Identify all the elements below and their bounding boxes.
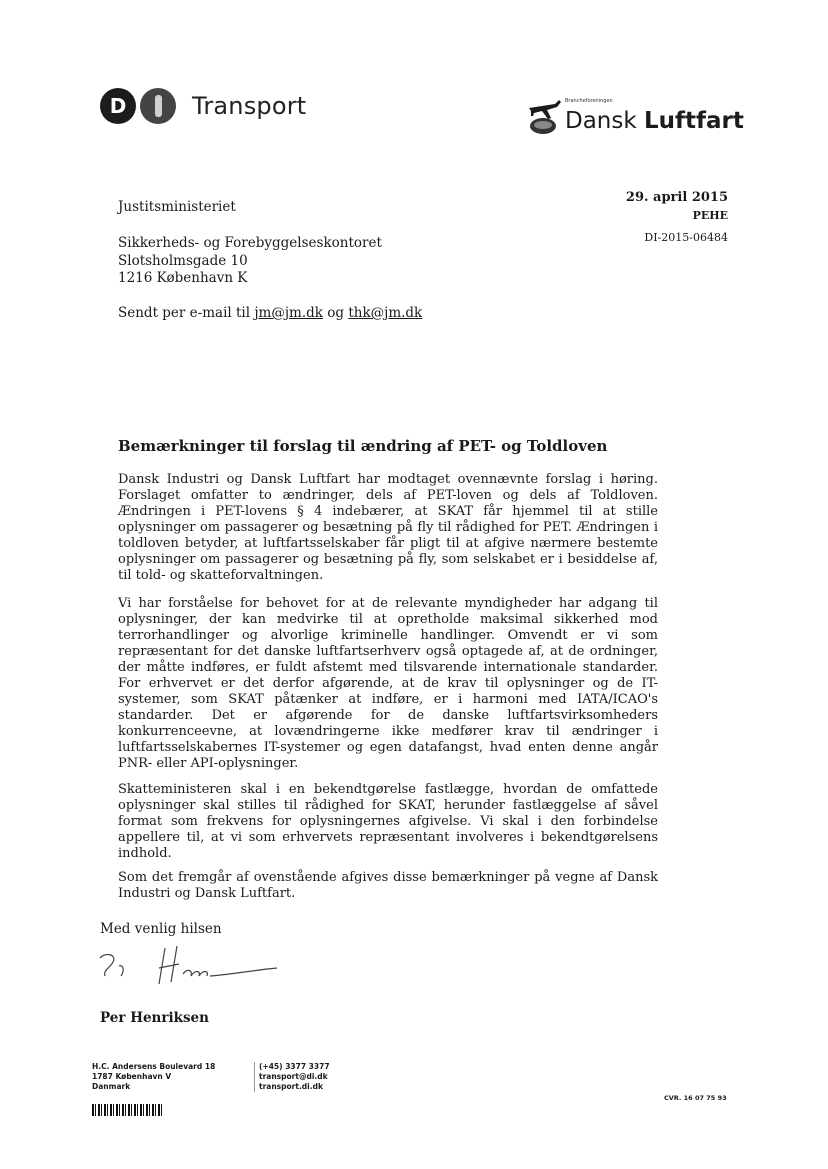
sent-line xyxy=(118,305,422,323)
letter-initials: PEHE xyxy=(692,209,728,222)
sent-prefix: Sendt per e-mail til xyxy=(118,305,251,321)
dansk-luftfart-logo xyxy=(525,92,744,140)
dansk-luftfart-wordmark xyxy=(565,108,744,134)
wordmark-regular: Dansk xyxy=(565,108,637,134)
footer-email[interactable]: transport@di.dk xyxy=(259,1072,328,1081)
letter-subject: Bemærkninger til forslag til ændring af PET- og Toldloven xyxy=(118,437,608,455)
footer-cvr: CVR. 16 07 75 93 xyxy=(664,1094,727,1102)
sent-joiner: og xyxy=(327,305,345,321)
airplane-globe-icon xyxy=(525,92,563,138)
recipient-address xyxy=(118,235,382,288)
letter-reference: DI-2015-06484 xyxy=(644,231,728,244)
signer-name: Per Henriksen xyxy=(100,1010,209,1026)
footer-city: 1787 København V xyxy=(92,1072,172,1081)
wordmark-bold: Luftfart xyxy=(644,108,744,134)
barcode xyxy=(92,1104,162,1116)
letter-date: 29. april 2015 xyxy=(625,190,728,205)
footer-web[interactable]: transport.di.dk xyxy=(259,1082,323,1091)
paragraph-1: Dansk Industri og Dansk Luftfart har modtaget ovennævnte forslag i høring. Forslaget omfatter to ændringer, dels af PET-loven og dels af Toldloven. Ændringen i PET-lovens § 4 indebærer, at SKAT får hjemmel til at stille oplysninger om passagerer og besætning på fly til rådighed for PET. Ændringen i toldloven betyder, at luftfartsselskaber får pligt til at afgive nærmere bestemte oplysninger om passagerer og besætning på fly, som selskabet er i besiddelse af, til told- og skatteforvaltningen. xyxy=(118,472,658,583)
footer-contact xyxy=(254,1062,330,1092)
recipient-ministry: Justitsministeriet xyxy=(118,199,236,215)
paragraph-3: Skatteministeren skal i en bekendtgørelse fastlægge, hvordan de omfattede oplysninger skal stilles til rådighed for SKAT, herunder fastlæggelse af såvel format som frekvens for oplysningernes afgivelse. Vi skal i den forbindelse appellere til, at vi som erhvervets repræsentant involveres i bekendtgørelsens indhold. xyxy=(118,782,658,861)
letter-meta xyxy=(560,190,728,244)
di-transport-logo xyxy=(100,86,306,126)
recipient-office: Sikkerheds- og Forebyggelseskontoret xyxy=(118,235,382,251)
paragraph-2: Vi har forståelse for behovet for at de relevante myndigheder har adgang til oplysninger, der kan medvirke til at opretholde maksimal sikkerhed mod terrorhandlinger og alvorlige kriminelle handlinger. Omvendt er vi som repræsentant for det danske luftfartserhverv også optagede af, at de ordninger, der måtte indføres, er fuldt afstemt med tilsvarende internationale standarder. For erhvervet er det derfor afgørende, at de krav til oplysninger og de IT-systemer, som SKAT påtænker at indføre, er i harmoni med IATA/ICAO's standarder. Det er afgørende for de danske luftfartsvirksomheders konkurrenceevne, at lovændringerne ikke medfører krav til ændringer i luftfartsselskabernes IT-systemer og egen datafangst, hvad enten denne angår PNR- eller API-oplysninger. xyxy=(118,596,658,771)
footer-address xyxy=(92,1062,215,1092)
recipient-street: Slotsholmsgade 10 xyxy=(118,252,248,269)
dansk-luftfart-tagline: Brancheforeningen xyxy=(565,98,613,104)
email-link-jm[interactable]: jm@jm.dk xyxy=(254,305,323,321)
closing-greeting: Med venlig hilsen xyxy=(100,921,222,937)
footer-country: Danmark xyxy=(92,1082,131,1091)
footer-street: H.C. Andersens Boulevard 18 xyxy=(92,1062,216,1071)
di-logo-i xyxy=(140,88,176,124)
paragraph-4: Som det fremgår af ovenstående afgives disse bemærkninger på vegne af Dansk Industri og Dansk Luftfart. xyxy=(118,870,658,901)
di-logo-word: Transport xyxy=(192,92,307,120)
email-link-thk[interactable]: thk@jm.dk xyxy=(348,305,423,321)
handwritten-signature xyxy=(95,940,285,990)
recipient-city: 1216 København K xyxy=(118,270,248,286)
footer-phone: (+45) 3377 3377 xyxy=(259,1062,330,1071)
di-logo-d: D xyxy=(100,88,136,124)
